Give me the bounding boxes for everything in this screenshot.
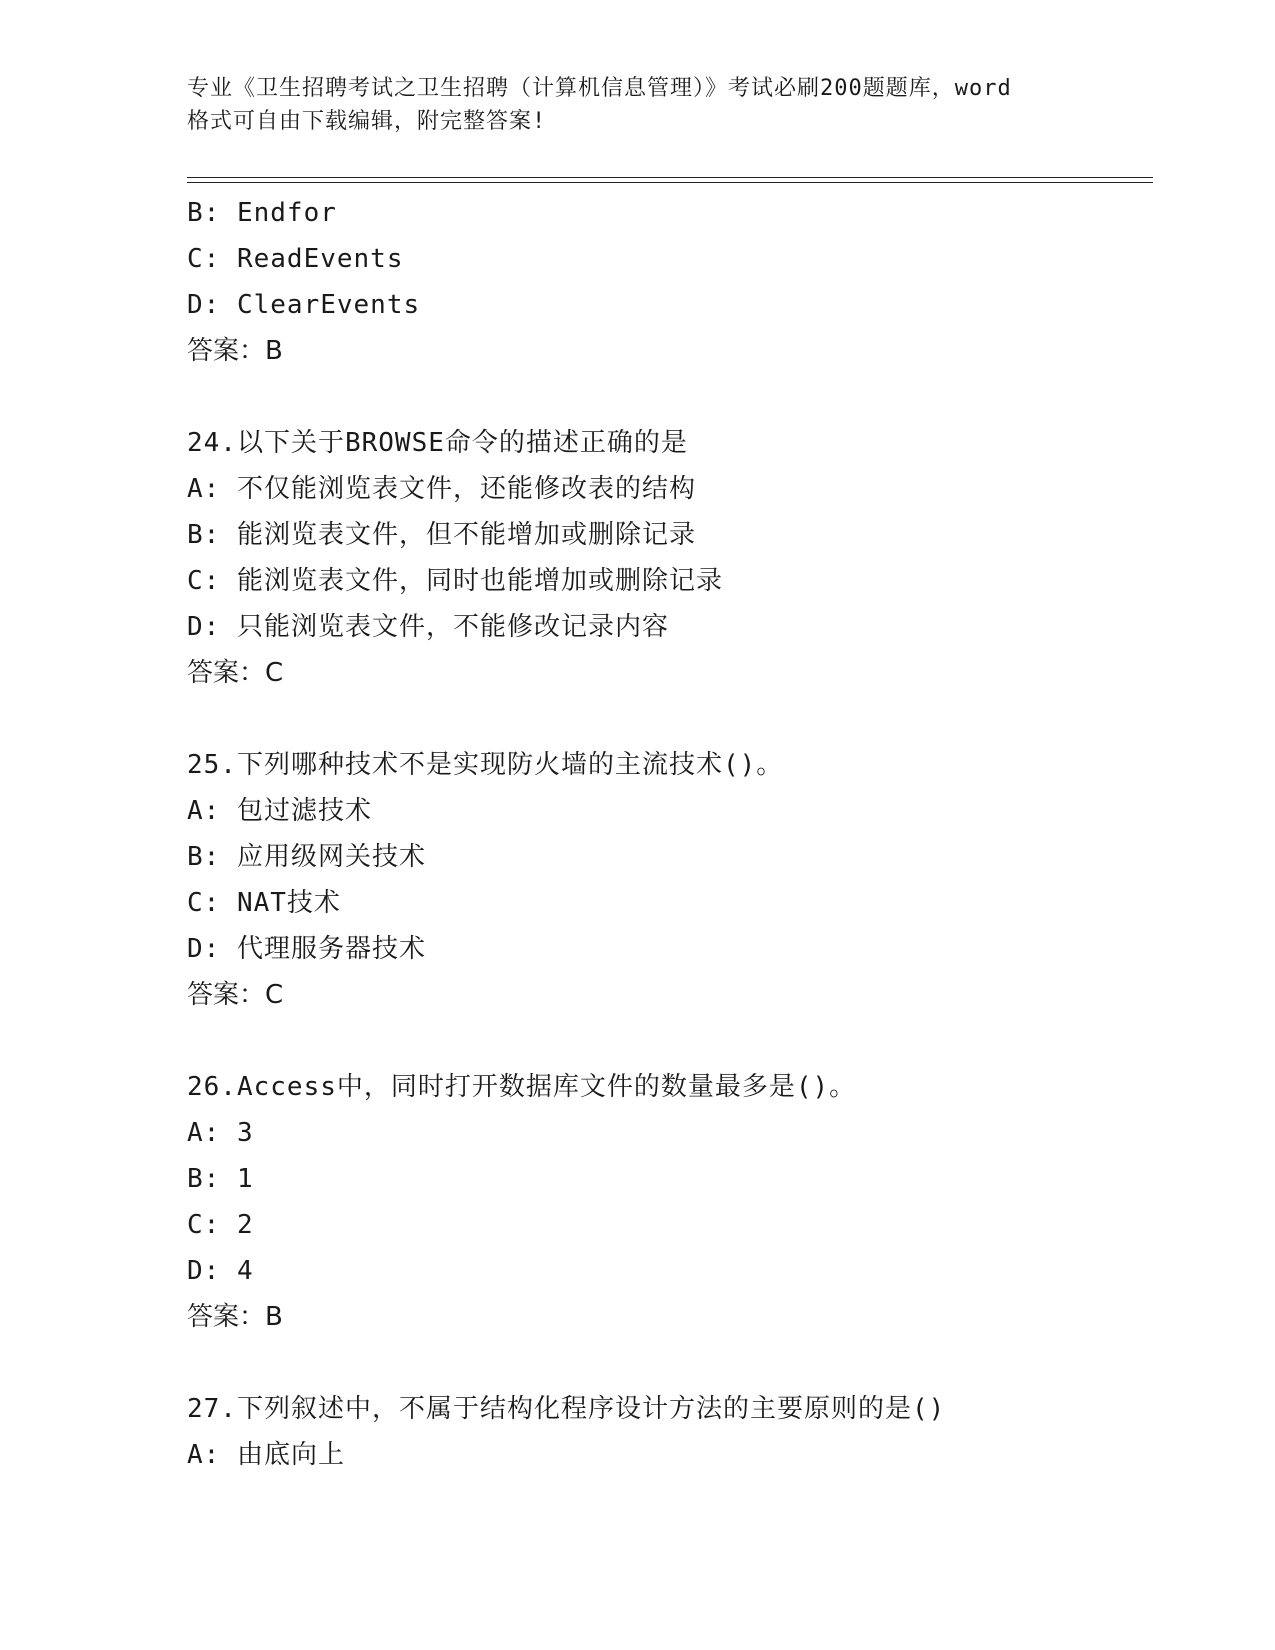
- question-text: 27.下列叙述中，不属于结构化程序设计方法的主要原则的是(): [187, 1394, 946, 1424]
- question-content: [187, 190, 1153, 1478]
- option-d: D: ClearEvents: [187, 290, 421, 320]
- partial-question-23: [187, 190, 1153, 374]
- option-a: A: 3: [187, 1118, 254, 1148]
- header-divider-bottom: [187, 182, 1153, 183]
- answer-line: 答案：C: [187, 980, 284, 1010]
- option-c: C: NAT技术: [187, 888, 341, 918]
- option-b: B: 能浏览表文件，但不能增加或删除记录: [187, 520, 696, 550]
- option-a: A: 由底向上: [187, 1440, 345, 1470]
- option-c: C: 2: [187, 1210, 254, 1240]
- question-text: 25.下列哪种技术不是实现防火墙的主流技术()。: [187, 750, 784, 780]
- question-26: [187, 1064, 1153, 1340]
- option-c: C: ReadEvents: [187, 244, 404, 274]
- option-a: A: 不仅能浏览表文件，还能修改表的结构: [187, 474, 696, 504]
- option-d: D: 只能浏览表文件，不能修改记录内容: [187, 612, 669, 642]
- option-c: C: 能浏览表文件，同时也能增加或删除记录: [187, 566, 723, 596]
- option-a: A: 包过滤技术: [187, 796, 372, 826]
- option-d: D: 代理服务器技术: [187, 934, 426, 964]
- answer-line: 答案：C: [187, 658, 284, 688]
- question-text: 26.Access中，同时打开数据库文件的数量最多是()。: [187, 1072, 857, 1102]
- option-b: B: Endfor: [187, 198, 337, 228]
- question-24: [187, 420, 1153, 696]
- header-line-1: 专业《卫生招聘考试之卫生招聘（计算机信息管理）》考试必刷200题题库，word: [187, 76, 1012, 101]
- document-header: [187, 72, 1087, 138]
- question-27: [187, 1386, 1153, 1478]
- answer-line: 答案：B: [187, 1302, 283, 1332]
- header-divider-top: [187, 177, 1153, 178]
- option-d: D: 4: [187, 1256, 254, 1286]
- question-text: 24.以下关于BROWSE命令的描述正确的是: [187, 428, 688, 458]
- option-b: B: 1: [187, 1164, 254, 1194]
- question-25: [187, 742, 1153, 1018]
- option-b: B: 应用级网关技术: [187, 842, 426, 872]
- answer-line: 答案：B: [187, 336, 283, 366]
- header-line-2: 格式可自由下载编辑，附完整答案!: [187, 109, 547, 134]
